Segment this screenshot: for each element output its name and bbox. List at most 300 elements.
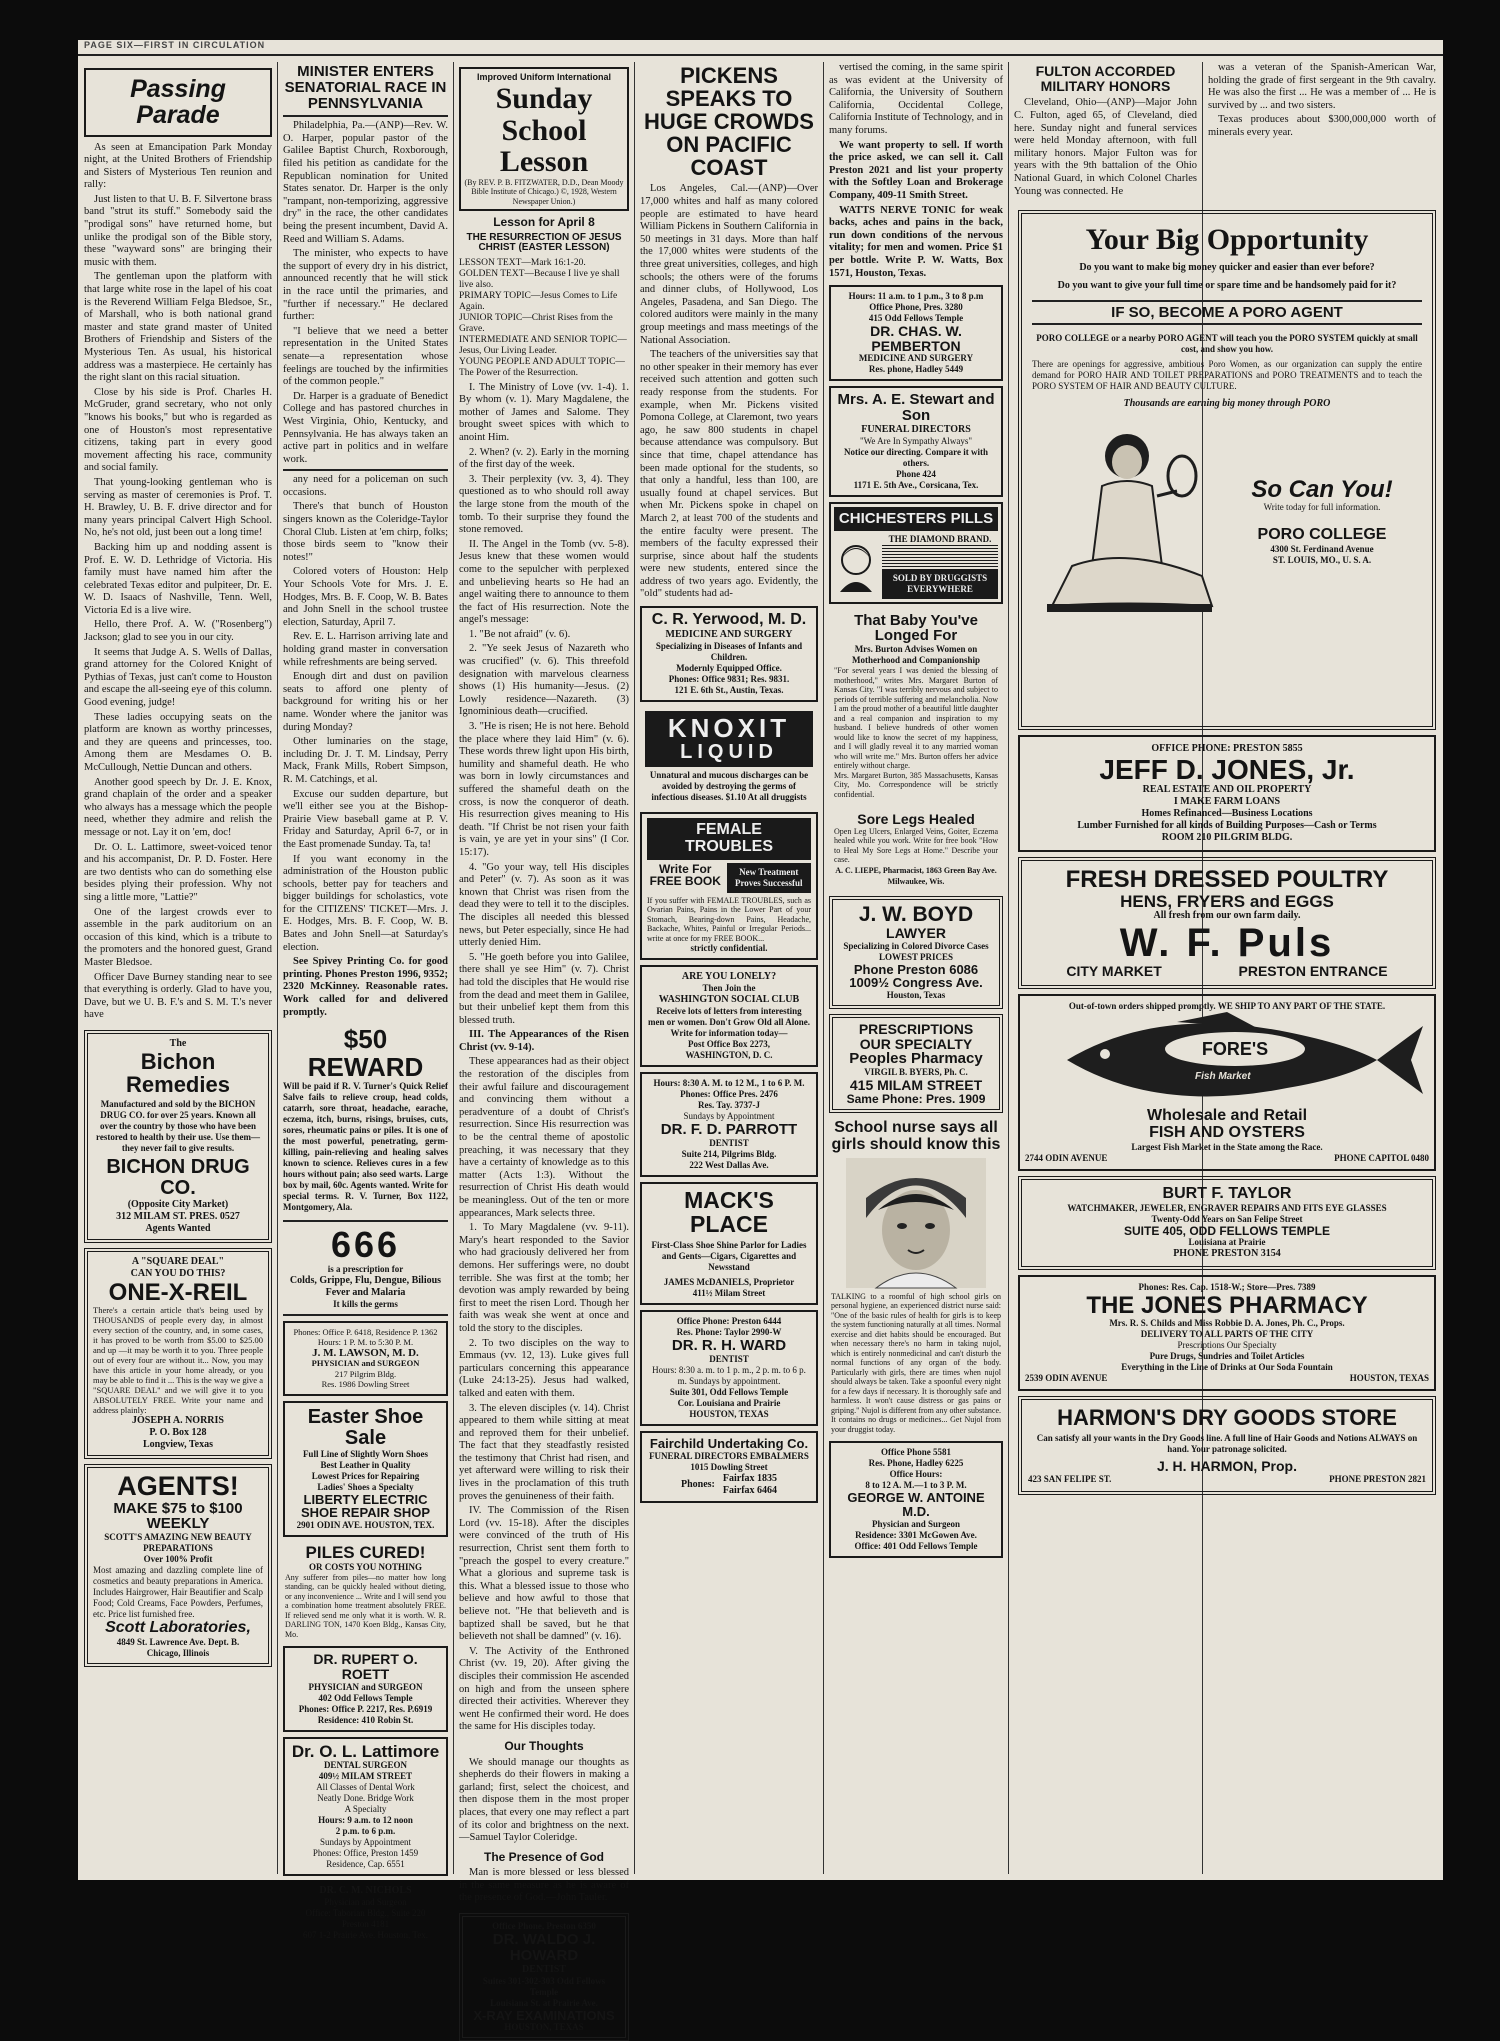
- paragraph: Hello, there Prof. A. W. ("Rosenberg") Jackson; glad to see you in our city.: [84, 619, 272, 644]
- paragraph: vertised the coming, in the same spirit as was evident at the University of California, the University of Southern California, Occidental College, California Institute of Technology, and in many forums.: [829, 62, 1003, 136]
- ad-note: (Opposite City Market): [127, 1199, 229, 1211]
- pickens-continued: [829, 62, 1003, 280]
- fulton-headline: FULTON ACCORDED MILITARY HONORS: [1035, 63, 1176, 94]
- card-residence: Res. Tay. 3737-J: [697, 1100, 760, 1111]
- ad-line: Thousands are earning big money through PORO: [1123, 398, 1331, 410]
- lesson-subject: THE RESURRECTION OF JESUS CHRIST (EASTER LESSON): [466, 231, 622, 254]
- paragraph: We want property to sell. If worth the price asked, we can sell it. Call Preston 2021 and list your property with the Softley Loan and Brokerage Company, 409-11 Smith Street.: [829, 139, 1003, 201]
- column-4: [636, 62, 822, 1874]
- ad-headline: That Baby You've Longed For: [854, 611, 978, 645]
- ad-phone: PHONE PRESTON 3154: [1173, 1248, 1281, 1260]
- fulton-continued: [1208, 62, 1436, 140]
- lattimore-card: [283, 1737, 448, 1877]
- card-title: DENTIST: [522, 1963, 566, 1975]
- ad-line: I MAKE FARM LOANS: [1173, 796, 1281, 808]
- card-name: DR. C. M. NICHOLS: [319, 1885, 412, 1897]
- card-name: DR. RUPERT O. ROETT: [313, 1651, 418, 1682]
- lesson-topics: LESSON TEXT—Mark 16:1-20. GOLDEN TEXT—Because I live ye shall live also. PRIMARY TOPIC—Jesus Comes to Life Again. JUNIOR TOPIC—Christ Rises from the Grave. INTERMEDIATE AND SENIOR TOPIC—Jesus, Our Living Leader. YOUNG PEOPLE AND ADULT TOPIC—The Power of the Resurrection.: [459, 257, 627, 378]
- wide-ads-column: [1018, 205, 1436, 1500]
- paragraph: These ladies occupying seats on the platform are known as worthy princesses, and they are queens and princesses, too. Among them are Mesdames O. B. McCullough, Nettie Duncan and others.: [84, 711, 272, 773]
- ad-new-treatment: New Treatment Proves Successful: [727, 863, 812, 893]
- card-title: Physician and Surgeon: [324, 1897, 407, 1908]
- ad-subhead: FUNERAL DIRECTORS: [861, 423, 971, 435]
- paragraph: 2. "Ye seek Jesus of Nazareth who was crucified" (v. 6). This threefold designation with marvelous clearness shows (1) His humanity—Jesus. (2) Lowly residence—Nazareth. (3) Ignominious death—crucified.: [459, 643, 629, 718]
- card-name: Dr. O. L. Lattimore: [291, 1741, 440, 1761]
- ad-line: strictly confidential.: [690, 943, 768, 954]
- ad-box: Post Office Box 2273,: [688, 1039, 770, 1050]
- card-name: C. R. Yerwood, M. D.: [651, 611, 807, 629]
- chichesters-ad: [829, 502, 1003, 604]
- ad-headline: BURT F. TAYLOR: [1162, 1184, 1292, 1202]
- card-address: Residence: 3301 McGowen Ave.: [855, 1529, 977, 1540]
- ad-footer-row: [1025, 1373, 1429, 1384]
- ad-line: is a prescription for: [327, 1263, 404, 1274]
- ad-proprietors: Mrs. R. S. Childs and Miss Robbie D. A. Jones, Ph. C., Props.: [1109, 1318, 1345, 1329]
- column-rule: [453, 62, 454, 1874]
- ad-line: Lowest Prices for Repairing: [311, 1470, 420, 1481]
- card-address: 1009½ Congress Ave.: [849, 975, 983, 991]
- ad-headline: KNOXIT: [667, 712, 791, 743]
- passing-parade-title: Passing Parade: [130, 75, 226, 130]
- ad-city: Chicago, Illinois: [146, 1647, 210, 1658]
- ad-address: 4300 St. Ferdinand Avenue: [1270, 543, 1374, 554]
- ad-callout: IF SO, BECOME A PORO AGENT: [1032, 300, 1422, 326]
- pickens-body: [640, 183, 818, 601]
- ad-phone: PHONE CAPITOL 0480: [1334, 1152, 1429, 1163]
- card-title: Physician and Surgeon: [871, 1518, 961, 1529]
- lonely-ad: [640, 965, 818, 1067]
- ad-phone: Same Phone: Pres. 1909: [846, 1091, 986, 1106]
- paragraph: III. The Appearances of the Risen Christ (vv. 9-14).: [459, 1029, 629, 1053]
- ad-headline: Mrs. A. E. Stewart and Son: [837, 391, 995, 425]
- ad-text: Can satisfy all your wants in the Dry Goods line. A full line of Hair Goods and Notions ALWAYS on hand. Your patronage solicited.: [1036, 1433, 1418, 1455]
- card-hours: 2 p.m. to 6 p.m.: [335, 1826, 396, 1837]
- phone-number: Fairfax 6464: [722, 1484, 778, 1496]
- ad-subhead: FUNERAL DIRECTORS EMBALMERS: [649, 1450, 809, 1461]
- phones-label: Phones:: [680, 1478, 715, 1490]
- ad-phone: OFFICE PHONE: PRESTON 5855: [1151, 743, 1303, 754]
- pickens-headline: PICKENS SPEAKS TO HUGE CROWDS ON PACIFIC COAST: [644, 63, 814, 181]
- card-address: Suite 214, Pilgrims Bldg.: [681, 1149, 777, 1159]
- ad-agents: Agents Wanted: [145, 1223, 211, 1235]
- ad-address: 2539 ODIN AVENUE: [1025, 1373, 1108, 1384]
- card-phones: Office Phone: Preston 6444: [676, 1316, 782, 1327]
- card-city: HOUSTON, TEXAS: [689, 1409, 769, 1420]
- ad-question: Do you want to make big money quicker and easier than ever before?: [1079, 261, 1375, 273]
- ad-headline: PILES CURED!: [305, 1542, 426, 1562]
- card-line: X-RAY EXAMINATIONS: [473, 2007, 615, 2023]
- ad-line: REAL ESTATE AND OIL PROPERTY: [1142, 784, 1312, 796]
- card-residence: Residence, Cap. 6551: [326, 1859, 405, 1870]
- ad-headline: FRESH DRESSED POULTRY: [1065, 866, 1389, 894]
- ad-text: If you suffer with FEMALE TROUBLES, such as Ovarian Pains, Pains in the Lower Part of your Stomach, Bearing-down Pains, Headache, Backache, Whites, Painful or Irregular Periods... write at once for my FREE BOOK...: [647, 895, 811, 943]
- ad-headline: 666: [330, 1223, 401, 1265]
- ad-kicker: The: [169, 1037, 187, 1049]
- paragraph: These appearances had as their object the restoration of the disciples from their awful failure and discouragement and convincing them without a peradventure of a doubt of Christ's resurrection. Since His resurrection was to be the central theme of apostolic preaching, it was necessary that they have a certainty of knowledge as to this matter (Acts 1:3). Without the resurrection of Christ His death would be meaningless. Out of the ten or more appearances, Mark selects three.: [459, 1056, 629, 1219]
- card-hours: 8 to 12 A. M.—1 to 3 P. M.: [865, 1480, 967, 1491]
- card-address: 217 Pilgrim Bldg.: [334, 1368, 397, 1379]
- ad-line: Homes Refinanced—Business Locations: [1141, 808, 1313, 820]
- card-line: Modernly Equipped Office.: [676, 662, 782, 673]
- paragraph: The minister, who expects to have the support of every dry in his district, announced recently that he will stick in the race until the primaries, and "further if necessary." He declared further:: [283, 248, 448, 323]
- ad-phone: PHONE PRESTON 2821: [1329, 1474, 1426, 1485]
- card-city: Houston, Texas: [886, 989, 946, 1000]
- puls-poultry-ad: [1018, 857, 1436, 989]
- card-title: MEDICINE AND SURGERY: [858, 353, 974, 364]
- seated-woman-illustration-icon: [1032, 416, 1222, 626]
- paragraph: any need for a policeman on such occasions.: [283, 474, 448, 498]
- card-address: Louisiana St. at Prairie Ave.: [490, 1997, 598, 2008]
- card-name: J. W. BOYD: [858, 902, 974, 926]
- ad-question: Do you want to give your full time or spare time and be handsomely paid for it?: [1057, 279, 1397, 291]
- ad-address: 1171 E. 5th Ave., Corsicana, Tex.: [853, 479, 979, 490]
- card-name: DR. WALDO J. HOWARD: [492, 1931, 596, 1964]
- paragraph: 5. "He goeth before you into Galilee, there shall ye see Him" (v. 7). Christ had told the disciples that He would rise from the dead and meet them in Galilee, but their unbelief kept them from this blessed truth.: [459, 951, 629, 1026]
- card-line: Specializing in Colored Divorce Cases: [843, 940, 989, 951]
- card-line: Specializing in Diseases of Infants and Children.: [655, 640, 803, 662]
- ad-line: Lumber Furnished for all kinds of Building Purposes—Cash or Terms: [1077, 820, 1377, 832]
- card-address: 409½ MILAM STREET: [318, 1771, 413, 1782]
- card-address: Suites 301-302-303 Odd Fellows Temple: [482, 1975, 606, 1997]
- card-hours: Hours: 8:30 a. m. to 1 p. m., 2 p. m. to 6 p. m. Sundays by appointment.: [652, 1365, 806, 1387]
- card-name: DR. F. D. PARROTT: [660, 1121, 798, 1139]
- ad-footer-row: [1028, 1474, 1426, 1485]
- ad-line: Ladies' Shoes a Specialty: [317, 1481, 414, 1492]
- ad-text: "For several years I was denied the blessing of motherhood," writes Mrs. Margaret Burton of Kansas City. "I was terribly nervous and subject to periods of terrible suffering and melancholia. Now I am the proud mother of a beautiful little daughter and a real companion and inspiration to my husband. I believe hundreds of other women would like to know the secret of my happiness, and I will gladly reveal it to any married woman who will write me." Mrs. Burton offers her advice entirely without charge.: [834, 666, 998, 771]
- ad-text: There are openings for aggressive, ambitious Poro Women, as our organization can supply the entire demand for PORO HAIR AND TOILET PREPARATIONS and PORO TREATMENTS and to teach the PORO SYSTEM OF HAIR AND BEAUTY CULTURE.: [1032, 359, 1422, 392]
- card-address: 607 1-2 Prairie Ave. Houston, Tex.: [302, 1930, 429, 1941]
- ad-line: Write today for full information.: [1263, 501, 1381, 512]
- card-hours: Hours: 11 a.m. to 1 p.m., 3 to 8 p.m: [848, 291, 984, 302]
- ad-text: First-Class Shoe Shine Parlor for Ladies and Gents—Cigars, Cigarettes and Newsstand: [651, 1240, 807, 1273]
- ad-line: Wholesale and Retail: [1146, 1107, 1308, 1125]
- ad-line: Twenty-Odd Years on San Felipe Street: [1151, 1213, 1303, 1224]
- paragraph: Close by his side is Prof. Charles H. McGruder, grand secretary, who not only "knows his books," but who is regarded as one of Houston's most representative citizens, taking part in every good movement affecting his race, community and social family.: [84, 386, 272, 474]
- bichon-remedies-ad: [84, 1030, 272, 1243]
- lesson-kicker: Improved Uniform International: [476, 72, 611, 82]
- ad-store-name: BICHON DRUG CO.: [106, 1156, 250, 1200]
- sore-legs-ad: [829, 808, 1003, 891]
- reward-ad: [283, 1024, 448, 1215]
- paragraph: was a veteran of the Spanish-American War, holding the grade of first sergeant in the 9th cavalry. He was also the first ... He was a member of ... He is survived by ... and two sisters.: [1208, 62, 1436, 111]
- paragraph: Dr. O. L. Lattimore, sweet-voiced tenor and his accompanist, Dr. P. D. Foster. Here are two dentists who can do something else besides plying their profession. Why not sing a little more, "Lattie?": [84, 841, 272, 903]
- fulton-body: [1014, 97, 1197, 198]
- card-residence: Res. Phone: Taylor 2990-W: [676, 1327, 782, 1338]
- passing-parade-body: [84, 142, 272, 1022]
- paragraph: Philadelphia, Pa.—(ANP)—Rev. W. O. Harper, popular pastor of the Galilee Baptist Church, Roxborough, filed his petition as candidate for the Republican nomination for United States senator. Dr. Harper is the only "rampant, non-temporizing, aggressive dry" in the race, the other candidates being the present incumbent, David A. Reed and William S. Adams.: [283, 120, 448, 245]
- phone-number: Fairfax 1835: [722, 1472, 778, 1484]
- harmon-dry-goods-ad: [1018, 1396, 1436, 1495]
- ad-line: Louisiana at Prairie: [1188, 1237, 1266, 1248]
- newspaper-page: [78, 40, 1443, 2033]
- ad-line: Full Line of Slightly Worn Shoes: [302, 1448, 429, 1459]
- ad-address: 4849 St. Lawrence Ave. Dept. B.: [116, 1636, 240, 1647]
- easter-shoe-ad: [283, 1401, 448, 1537]
- card-phones: Office Phone, Preston 6350: [492, 1921, 596, 1932]
- card-residence: Residence: 410 Robin St.: [317, 1714, 414, 1725]
- card-line: Sundays by Appointment: [683, 1111, 775, 1122]
- ad-subhead: OR COSTS YOU NOTHING: [309, 1561, 422, 1572]
- column-rule: [823, 62, 824, 1874]
- ad-proprietor: VIRGIL B. BYERS, Ph. C.: [864, 1067, 968, 1078]
- ad-line: Best Leather in Quality: [320, 1459, 411, 1470]
- card-line: LOWEST PRICES: [878, 951, 954, 962]
- column-3: [455, 62, 633, 2033]
- card-phones: Office Phone, Pres. 3280: [869, 302, 963, 313]
- ad-subhead: LIQUID: [680, 741, 778, 764]
- thoughts-heading: Our Thoughts: [504, 1738, 584, 1753]
- card-phones: Phones: Office Pres. 2476: [680, 1089, 778, 1100]
- ad-question: CAN YOU DO THIS?: [130, 1268, 226, 1280]
- paragraph: 3. "He is risen; He is not here. Behold the place where they laid Him" (v. 6). These words threw light upon His birth, humility and shameful death. He who was born in lowly circumstances and suffered the shameful death on the cross, is now the conqueror of death. His resurrection gives meaning to His death. "If Christ be not risen your faith is vain, ye are yet in your sins" (I Cor. 15:17).: [459, 721, 629, 858]
- column-rule: [634, 62, 635, 1874]
- sunday-school-title-box: [459, 67, 629, 211]
- ad-headline: Your Big Opportunity: [1085, 223, 1369, 256]
- howard-card: [459, 1913, 629, 2041]
- ad-headline: Sore Legs Healed: [857, 811, 975, 828]
- card-hours: Hours: 9 a.m. to 12 noon: [318, 1815, 413, 1826]
- paragraph: 3. The eleven disciples (v. 14). Christ appeared to them while sitting at meat and reproved them for their unbelief. The fact that they steadfastly resisted the testimony that Christ had risen, and yet afterward were willing to risk their lives in the proclamation of this truth proves the genuineness of their faith.: [459, 1402, 629, 1502]
- fish-label: FORE'S: [1201, 1038, 1269, 1059]
- column-rule: [1008, 62, 1009, 1874]
- paragraph: See Spivey Printing Co. for good printing. Phones Preston 1996, 9352; 2320 McKinney. Reasonable rates. Work called for and delivered promptly.: [283, 956, 448, 1018]
- card-residence: Res. 1986 Dowling Street: [321, 1379, 410, 1390]
- ad-footer-row: [1025, 1153, 1429, 1164]
- ad-line: Then Join the: [702, 983, 756, 994]
- ad-text: Open Leg Ulcers, Enlarged Veins, Goiter, Eczema healed while you work. Write for free book "How to Heal My Sore Legs at Home." Describe your case.: [834, 826, 998, 865]
- ad-line: All fresh from our own farm daily.: [1153, 910, 1301, 922]
- paragraph: Officer Dave Burney standing near to see that everything is orderly. Glad to have you, Dave, but we U. B. F.'s and S. M. T.'s never have: [84, 971, 272, 1021]
- paragraph: IV. The Commission of the Risen Lord (vv. 15-18). After the disciples were convinced of the truth of His resurrection, Christ sent them forth to "preach the gospel to every creature." What a glorious and supreme task is this. What a blessed issue to those who believe and how awful to those that believe not. "He that believeth and is baptized shall be saved, but he that believeth not shall be damned" (v. 16).: [459, 1505, 629, 1643]
- card-address: 222 West Dallas Ave.: [689, 1160, 769, 1170]
- piles-ad: [283, 1542, 448, 1641]
- ad-address: A. C. LIEPE, Pharmacist, 1863 Green Bay Ave. Milwaukee, Wis.: [835, 865, 997, 886]
- card-name: DR. CHAS. W. PEMBERTON: [870, 323, 962, 354]
- nurse-portrait-icon: [846, 1158, 986, 1288]
- lesson-title: Lesson: [499, 145, 589, 178]
- card-residence: Res. phone, Hadley 5449: [868, 364, 964, 375]
- card-title: DENTIST: [709, 1354, 749, 1365]
- card-residence: Res. Phone, Hadley 6225: [868, 1458, 964, 1469]
- paragraph: There's that bunch of Houston singers known as the Coleridge-Taylor Choral Club. Listen at 'em chirp, folks; those birds seem to "know their notes!": [283, 501, 448, 563]
- ad-headline: THE JONES PHARMACY: [1086, 1292, 1368, 1320]
- ad-headline: Bichon Remedies: [126, 1048, 230, 1097]
- ad-row: [647, 863, 811, 893]
- column-rule: [277, 62, 278, 1874]
- ad-subhead: Mrs. Burton Advises Women on Motherhood and Companionship: [851, 644, 981, 666]
- fairchild-ad: [640, 1431, 818, 1503]
- paragraph: Los Angeles, Cal.—(ANP)—Over 17,000 whites and half as many colored people are estimated to have heard William Pickens in Southern California in 50 meetings in 31 days. More than half the 17,000 whites were students of the three great universities, colleges, and high schools; the others were of the forums and dinner clubs, of Hollywood, Los Angeles, Pasadena, and San Diego. The colored auditors were mainly in the many group meetings and mass meetings of the National Association.: [640, 183, 818, 346]
- card-hours: Hours: 8:30 A. M. to 12 M., 1 to 6 P. M.: [653, 1078, 805, 1089]
- paragraph: Rev. E. L. Harrison arriving late and holding grand master in conversation while refreshments are being served.: [283, 631, 448, 668]
- ad-signer: JOSEPH A. NORRIS: [132, 1415, 224, 1427]
- ad-headline: CHICHESTERS PILLS: [834, 507, 998, 531]
- woman-portrait-icon: [834, 540, 878, 592]
- ad-city: Longview, Texas: [142, 1439, 214, 1451]
- ad-text: Will be paid if R. V. Turner's Quick Relief Salve fails to relieve croup, head colds, catarrh, sore throat, headache, earache, eczema, itch, burns, risings, bruises, cuts, sores, rheumatic pains or piles. It is one of the most powerful, penetrating, germ-killing, pain-relieving and healing salves known to science. Relieves cures in a few hours without pain; also seed warts. Large box by mail, 60c. Agents wanted. Write for special terms. R. V. Turner, Box 1122, Montgomery, Ala.: [283, 1080, 448, 1212]
- ad-address: Mrs. Margaret Burton, 385 Massachusetts, Kansas City, Mo. Correspondence will be strictly confidential.: [834, 770, 998, 799]
- ad-store-name: LIBERTY ELECTRIC SHOE REPAIR SHOP: [300, 1491, 431, 1521]
- card-phones: Phones: Office, Preston 1459: [312, 1848, 419, 1859]
- ad-headline: Fairchild Undertaking Co.: [649, 1436, 809, 1452]
- ad-line: SCOTT'S AMAZING NEW BEAUTY PREPARATIONS: [104, 1532, 252, 1554]
- passing-parade-title-box: [84, 68, 272, 137]
- paragraph: "I believe that we need a better representation in the United States senate—a representation whose feelings are touched by the infirmities of the common people.": [283, 325, 448, 388]
- ad-headline: $50 REWARD: [307, 1024, 424, 1082]
- card-line: Neatly Done. Bridge Work: [317, 1793, 414, 1804]
- paragraph: II. The Angel in the Tomb (vv. 5-8). Jesus knew that these women would come to the sepulcher with perplexed and unbelieving hearts so He had an angel waiting there to announce to them the fact of His resurrection. Note the angel's message:: [459, 538, 629, 626]
- ad-text: PORO COLLEGE or a nearby PORO AGENT will teach you the PORO SYSTEM quickly at small cost, and show you how.: [1036, 333, 1418, 355]
- nurse-ad: [829, 1118, 1003, 1436]
- fish-sublabel-text: Fish Market: [1195, 1071, 1251, 1083]
- poro-opportunity-ad: [1018, 210, 1436, 730]
- lesson-byline: (By REV. P. B. FITZWATER, D.D., Dean Moody Bible Institute of Chicago.) ©, 1928, Western Newspaper Union.): [464, 177, 624, 206]
- ad-text: Any sufferer from piles—no matter how long standing, can be quickly healed without dieting, or any inconvenience ... Write and I will send you a combination home treatment absolutely FREE. If relieved send me only what it is worth. W. R. DARLING TON, 1470 Koen Bldg., Kansas City, Mo.: [285, 1572, 446, 1639]
- paragraph: It seems that Judge A. S. Wells of Dallas, grand attorney for the Colored Knight of Pythias of Texas, just can't come to Houston and escape the all-seeing eye of this column. Good evening, judge!: [84, 646, 272, 709]
- paragraph: Texas produces about $300,000,000 worth of minerals every year.: [1208, 114, 1436, 138]
- ad-text: TALKING to a roomful of high school girls on personal hygiene, an experienced district nurse said: "One of the basic rules of health for girls is to keep the system functioning naturally at all times. Normal exercise and diet habits should be encouraged. But when necessary there's no harm in taking nujol, which is entirely nonmedicinal and can't disturb the normal functions of any organ of the body. Particularly with girls, there are times when nujol should always be taken. Take a spoonful every night for a few days if necessary. It is thoroughly safe and harmless. It won't cause distress or gas pains or griping." Nujol is different from any other substance. It contains no drugs or medicines... Get Nujol from your druggist today.: [831, 1291, 1001, 1434]
- paragraph: Just listen to that U. B. F. Silvertone brass band "strut its stuff." Somebody said the "prodigal sons" have returned home, but unlike the prodigal son of the Bible story, these "wayward sons" are bringing their music with them.: [84, 193, 272, 268]
- ad-store-name: W. F. Puls: [1119, 921, 1335, 966]
- ad-club: WASHINGTON SOCIAL CLUB: [658, 994, 800, 1006]
- ad-headline: ARE YOU LONELY?: [681, 971, 777, 983]
- card-line: A Specialty: [344, 1804, 387, 1815]
- ad-store-name: Peoples Pharmacy: [849, 1050, 983, 1068]
- ad-headline: PRESCRIPTIONS: [858, 1020, 974, 1037]
- ad-location-row: [1028, 964, 1426, 979]
- card-phones: Office Phone 5581: [881, 1447, 951, 1458]
- ad-motto: "We Are In Sympathy Always": [859, 435, 973, 446]
- ad-text: Notice our directing. Compare it with others.: [844, 446, 988, 468]
- burt-taylor-ad: [1018, 1176, 1436, 1270]
- jeff-jones-ad: [1018, 735, 1436, 852]
- macks-place-ad: [640, 1182, 818, 1305]
- paragraph: WATTS NERVE TONIC for weak backs, aches and pains in the back, run down conditions of the nervous vitality; for men and women. Price $1 per bottle. Write P. W. Watts, Box 1571, Houston, Texas.: [829, 204, 1003, 279]
- stewart-funeral-ad: [829, 386, 1003, 497]
- paragraph: 3. Their perplexity (vv. 3, 4). They questioned as to who should roll away the large stone from the mouth of the tomb. To their surprise they found the stone removed.: [459, 473, 629, 536]
- ad-headline: AGENTS!: [117, 1471, 239, 1502]
- ad-subhead: THE DIAMOND BRAND.: [888, 533, 992, 544]
- column-2: [279, 62, 452, 1941]
- ad-headline: ONE-X-REIL: [108, 1279, 248, 1307]
- card-name: DR. R. H. WARD: [671, 1337, 787, 1355]
- card-line: Sundays by Appointment: [319, 1837, 411, 1848]
- fores-fish-market-ad: [1018, 994, 1436, 1171]
- ad-headline: FEMALE TROUBLES: [647, 818, 811, 860]
- ad-headline: Easter Shoe Sale: [307, 1405, 424, 1449]
- ad-address: 423 SAN FELIPE ST.: [1028, 1474, 1112, 1485]
- ad-headline: JEFF D. JONES, Jr.: [1099, 754, 1355, 785]
- ad-line: Over 100% Profit: [143, 1554, 213, 1565]
- card-address: 402 Odd Fellows Temple: [318, 1692, 413, 1703]
- ad-proprietor: JAMES McDANIELS, Proprietor: [663, 1277, 795, 1288]
- antoine-card: [829, 1441, 1003, 1557]
- minister-headline: MINISTER ENTERS SENATORIAL RACE IN PENNSYLVANIA: [284, 63, 447, 112]
- card-hours: Hours: 1 P. M. to 5:30 P. M.: [317, 1337, 414, 1348]
- card-phones: Phones: Office P. 6418, Residence P. 1362: [293, 1326, 438, 1337]
- paragraph: We should manage our thoughts as shepherds do their flowers in making a garland; first, select the choicest, and then dispose them in the most proper places, that every one may reflect a part of its color and brightness on the next.—Samuel Taylor Coleridge.: [459, 1756, 629, 1844]
- ad-location: CITY MARKET: [1066, 963, 1162, 980]
- ad-slogan: So Can You!: [1251, 475, 1393, 503]
- paragraph: That young-looking gentleman who is serving as master of ceremonies is Prof. T. H. Brawley, U. B. F. drive director and for many years principal Calvert High School. No, he's not old, just been out a long time!: [84, 476, 272, 539]
- ad-location: PRESTON ENTRANCE: [1238, 963, 1388, 980]
- ad-headline: HARMON'S DRY GOODS STORE: [1057, 1405, 1397, 1431]
- ad-address: 2744 ODIN AVENUE: [1025, 1152, 1108, 1163]
- paragraph: 2. When? (v. 2). Early in the morning of the first day of the week.: [459, 446, 629, 471]
- paragraph: The gentleman upon the platform with that large white rose in the lapel of his coat is the Reverend William Felga Bledsoe, Sr., of Marshall, who is both national grand master and state grand master of United Brothers of Friendship and Sisters of the Mysterious Ten. As usual, his historical address was a masterpiece. He certainly has the right slant on this racial situation.: [84, 271, 272, 384]
- card-address: Suite 301, Odd Fellows Temple: [669, 1387, 789, 1398]
- paragraph: Other luminaries on the stage, including Dr. J. T. M. Lindsay, Perry Mack, Frank Mills, Robert Simpson, R. M. Catchings, et al.: [283, 736, 448, 785]
- presence-body: [459, 1867, 629, 1905]
- ad-firm: Scott Laboratories,: [105, 1619, 251, 1637]
- ad-address: 312 MILAM ST. PRES. 0527: [116, 1211, 240, 1223]
- ad-666: [283, 1220, 448, 1316]
- paragraph: 4. "Go your way, tell His disciples and Peter" (v. 7). As soon as it was known that Christ was risen from the dead they were to tell it to the disciples. The disciples all needed this blessed news, but Peter especially, since He had utterly denied Him.: [459, 861, 629, 949]
- ad-phones: Phones: Res. Cap. 1518-W.; Store—Pres. 7389: [1138, 1282, 1316, 1293]
- ad-line: Prescriptions Our Specialty: [1177, 1340, 1277, 1351]
- card-title: DENTIST: [709, 1138, 749, 1148]
- phone-list: [723, 1473, 777, 1497]
- parrott-card: [640, 1072, 818, 1177]
- ad-line: SOLD BY DRUGGISTS EVERYWHERE: [882, 569, 998, 599]
- paragraph: Dr. Harper is a graduate of Benedict College and has pastored churches in West Virginia, Ohio, Kentucky, and Pennsylvania. He has always taken an active part in politics and in welfare work.: [283, 390, 448, 465]
- paragraph: If you want economy in the administration of the Houston public schools, better pay for teachers and bigger buildings for scholastics, vote for the CITIZENS' TICKET—Mrs. J. E. Hodges, Mrs. B. F. Coop, W. B. Bates and John Snell—at Saturday's election.: [283, 853, 448, 953]
- ad-line: It kills the germs: [333, 1298, 398, 1309]
- paragraph: Cleveland, Ohio—(ANP)—Major John C. Fulton, aged 65, of Cleveland, died here. Sunday night and funeral services were held Monday afternoon, with full military honors. Major Fulton was for years with the 9th battalion of the Ohio National Guard, in which Colonel Charles Young was connected. He: [1014, 97, 1197, 197]
- card-address: Office: Taborian Bldg., Suite 220: [305, 1908, 426, 1919]
- ad-phones: [647, 1473, 811, 1497]
- card-hours: Office Hours:: [889, 1469, 943, 1480]
- female-troubles-ad: [640, 812, 818, 960]
- card-phones: Phones: Office 9831; Res. 9831.: [668, 673, 790, 684]
- lesson-title: Sunday School: [495, 82, 593, 147]
- ad-text: There's a certain article that's being used by THOUSANDS of people every day, in almost every section of the country, and, in some cases, it has proved to be worth from $5.00 to $25.00 and up —it may be worth it to you. Three people out of every four are without it... Now, you may have this article in your home already, or you may be able to find it ... This is the way we give a "SQUARE DEAL" and we will give it to you ABSOLUTELY FREE. Write your name and address plainly:: [93, 1305, 263, 1416]
- ad-subhead: WATCHMAKER, JEWELER, ENGRAVER REPAIRS AND FITS EYE GLASSES: [1067, 1202, 1387, 1213]
- paragraph: Man is more blessed or less blessed in the same measure as he is aware of the presence of God.—John Tauler.: [459, 1867, 629, 1904]
- ad-address: 411½ Milam Street: [692, 1288, 766, 1299]
- knoxit-ad: [640, 707, 818, 807]
- card-phones: Preston 4181: [341, 1919, 390, 1930]
- card-address: 121 E. 6th St., Austin, Texas.: [674, 684, 784, 695]
- ad-text: Receive lots of letters from interesting men or women. Don't Grow Old all Alone. Write for information today—: [648, 1006, 810, 1039]
- ad-phone: Phone 424: [896, 468, 936, 479]
- ad-line: FISH AND OYSTERS: [1149, 1123, 1305, 1141]
- ad-proprietor: J. H. HARMON, Prop.: [1156, 1458, 1297, 1475]
- ad-city: HOUSTON, TEXAS: [1349, 1373, 1429, 1384]
- paragraph: 1. To Mary Magdalene (vv. 9-11). Mary's heart responded to the Savior who had graciously delivered her from demons. Her sufferings were, no doubt terrible. She was first at the tomb; her devotion was amply rewarded by being first to meet the risen Lord. Though her faith was weak she went at once and told the story to the disciples.: [459, 1222, 629, 1334]
- divider: [283, 115, 448, 117]
- ad-free-book: Write For FREE BOOK: [649, 861, 721, 889]
- card-address: Office: 401 Odd Fellows Temple: [854, 1540, 978, 1551]
- paragraph: Excuse our sudden departure, but we'll either see you at the Bishop-Prairie View baseball game at P. V. Friday and Saturday, April 6-7, or in the East promenade Sunday. Ta, ta!: [283, 788, 448, 850]
- ad-city: ST. LOUIS, MO., U. S. A.: [1272, 554, 1372, 565]
- card-city: HOUSTON, TEXAS: [504, 2022, 584, 2033]
- paragraph: As seen at Emancipation Park Monday night, at the United Brothers of Friendship and Sisters of Mysterious Ten reunion and rally:: [84, 141, 272, 191]
- ad-text: Manufactured and sold by the BICHON DRUG CO. for over 25 years. Known all over the country by those who have been restored to health by their use. Use them—they never fail to give results.: [96, 1099, 260, 1154]
- card-phones: Phones: Office P. 2217, Res. P.6919: [298, 1703, 433, 1714]
- ad-kicker: A "SQUARE DEAL": [131, 1256, 225, 1268]
- ad-text: Unnatural and mucous discharges can be avoided by destroying the germs of infectious diseases. $1.10 At all druggists: [649, 770, 809, 803]
- card-name: J. M. LAWSON, M. D.: [312, 1346, 419, 1359]
- ad-copy: [882, 534, 998, 599]
- ad-company: PORO COLLEGE: [1257, 525, 1387, 543]
- lesson-date: Lesson for April 8: [493, 215, 595, 229]
- minister-body: [283, 120, 448, 1019]
- paragraph: One of the largest crowds ever to assemble in the park auditorium on an occasion of this kind, which is a tribute to the promoters and the honored guest, Grand Master Bledsoe.: [84, 906, 272, 968]
- ad-line: ROOM 210 PILGRIM BLDG.: [1161, 832, 1293, 844]
- ad-side-copy: [1222, 416, 1422, 626]
- agents-ad: [84, 1464, 272, 1667]
